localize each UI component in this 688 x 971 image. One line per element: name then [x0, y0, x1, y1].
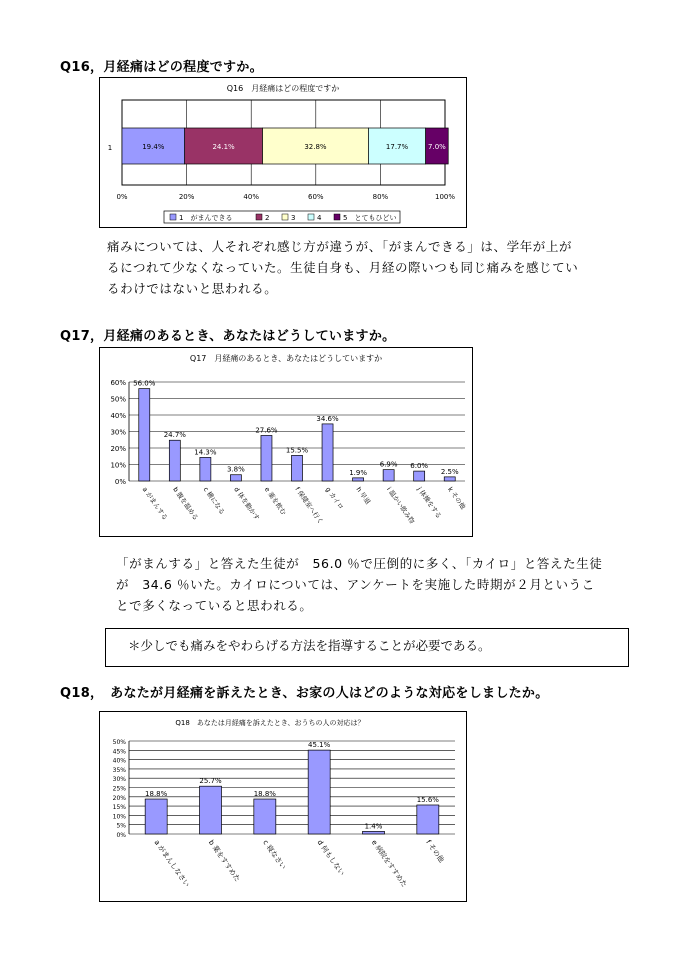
legend-label: 4 [317, 214, 322, 222]
category-label: d 体を動かす [232, 485, 262, 522]
data-label: 15.6% [416, 795, 439, 804]
category-label: f その他 [424, 838, 446, 865]
bar [230, 475, 241, 481]
category-label: b 薬をすすめた [206, 838, 242, 884]
category-label: b 腹を温める [171, 485, 200, 522]
y-tick-label: 40% [110, 412, 126, 420]
data-label: 45.1% [308, 741, 331, 750]
y-tick-label: 15% [112, 804, 126, 812]
bar [200, 457, 211, 481]
y-tick-label: 10% [110, 461, 126, 470]
y-tick-label: 25% [112, 785, 126, 793]
data-label: 25.7% [199, 777, 222, 786]
y-tick-label: 30% [112, 776, 126, 784]
x-tick-label: 100% [434, 193, 456, 201]
chart-title: Q18 あなたは月経痛を訴えたとき、おうちの人の対応は？ [175, 719, 365, 727]
category-label: k その他 [446, 485, 468, 511]
y-tick-label: 0% [114, 478, 126, 486]
y-tick-label: 30% [110, 428, 126, 437]
data-label: 18.8% [253, 790, 276, 799]
q16-paragraph-line: 痛みについては、人それぞれ感じ方が違うが、「がまんできる」は、学年が上が [107, 239, 573, 254]
q17-paragraph-line: 「がまんする」と答えた生徒が 56.0 ％で圧倒的に多く、「カイロ」と答えた生徒 [116, 556, 603, 571]
category-label: c 横になる [201, 485, 227, 517]
bar [292, 455, 303, 481]
data-label: 1.4% [364, 822, 383, 831]
y-tick-label: 10% [112, 813, 126, 821]
y-tick-label: 45% [112, 748, 126, 756]
data-label: 17.7% [385, 143, 409, 151]
data-label: 24.1% [212, 143, 235, 151]
y-tick-label: 20% [112, 794, 126, 802]
q16-paragraph-line: るにつれて少なくなっていた。生徒自身も、月経の際いつも同じ痛みを感じてい [107, 260, 579, 275]
y-tick-label: 0% [116, 832, 126, 839]
bar [139, 389, 150, 481]
bar [261, 435, 272, 481]
data-label: 56.0% [133, 379, 156, 388]
data-label: 32.8% [304, 143, 327, 151]
legend-label: 1 がまんできる [179, 214, 233, 222]
x-tick-label: 0% [116, 193, 128, 201]
category-label: h 早退 [354, 485, 373, 506]
bar [308, 750, 330, 834]
q17-paragraph [116, 553, 602, 616]
y-tick-label: 20% [110, 445, 126, 453]
category-label: d 何もしない [315, 838, 346, 878]
bar [444, 477, 455, 481]
x-tick-label: 80% [372, 193, 389, 201]
q17-heading: Q17，月経痛のあるとき、あなたはどうしていますか。 [60, 329, 396, 344]
legend-swatch [334, 214, 340, 220]
data-label: 19.4% [142, 143, 165, 151]
legend-swatch [282, 214, 288, 220]
q16-chart-frame [99, 77, 467, 228]
q16-chart [100, 78, 466, 227]
bar [322, 424, 333, 481]
bar [363, 831, 385, 834]
x-tick-label: 20% [178, 193, 195, 201]
category-label: j 体操をする [415, 485, 443, 520]
legend-label: 3 [291, 214, 296, 222]
legend-label: 5 とてもひどい [343, 214, 397, 222]
q18-chart [100, 712, 466, 901]
q18-chart-frame [99, 711, 467, 902]
data-label: 2.5% [440, 467, 459, 476]
category-label: a がまんする [140, 485, 170, 522]
bar [254, 799, 276, 834]
legend-swatch [256, 214, 262, 220]
q16-paragraph-line: るわけではないと思われる。 [107, 281, 278, 296]
category-label: e 薬を飲む [262, 485, 288, 517]
data-label: 27.6% [255, 426, 278, 435]
data-label: 6.9% [379, 460, 398, 469]
chart-title: Q17 月経痛のあるとき、あなたはどうしていますか [189, 354, 383, 363]
x-tick-label: 60% [308, 193, 324, 201]
legend-swatch [170, 214, 176, 220]
legend-label: 2 [265, 214, 270, 222]
q16-paragraph [107, 236, 578, 299]
q17-chart [100, 348, 472, 536]
category-label: e 病院をすすめた [369, 838, 409, 889]
data-label: 24.7% [163, 431, 186, 440]
category-label: f 保健室へ行く [293, 485, 325, 526]
q17-paragraph-line: とで多くなっていると思われる。 [116, 598, 313, 613]
category-label: 1 [107, 144, 113, 152]
bar [145, 799, 167, 834]
q17-note-box: ＊少しでも痛みをやわらげる方法を指導することが必要である。 [105, 628, 629, 667]
category-label: a がまんしなさい [152, 838, 191, 889]
data-label: 7.0% [428, 143, 446, 151]
bar [383, 470, 394, 481]
data-label: 18.8% [145, 790, 168, 799]
data-label: 1.9% [349, 468, 367, 477]
y-tick-label: 40% [112, 757, 126, 765]
y-tick-label: 50% [110, 395, 126, 404]
y-tick-label: 50% [112, 739, 126, 746]
data-label: 34.6% [316, 414, 339, 423]
legend-swatch [308, 214, 314, 220]
y-tick-label: 5% [116, 822, 126, 830]
q16-heading: Q16，月経痛はどの程度ですか。 [60, 60, 263, 75]
category-label: c 寝なさい [261, 838, 288, 872]
y-tick-label: 60% [110, 379, 126, 387]
data-label: 6.0% [410, 462, 429, 471]
category-label: i 温かい飲み物 [384, 485, 417, 526]
category-label: g カイロ [323, 485, 346, 512]
bar [353, 478, 364, 481]
q17-chart-frame [99, 347, 473, 537]
y-tick-label: 35% [112, 766, 126, 774]
data-label: 14.3% [194, 448, 217, 457]
q17-paragraph-line: が 34.6 ％いた。カイロについては、アンケートを実施した時期が２月というこ [116, 577, 595, 592]
data-label: 3.8% [227, 465, 245, 474]
bar [169, 440, 180, 481]
chart-title: Q16 月経痛はどの程度ですか [226, 84, 340, 93]
data-label: 15.5% [285, 446, 309, 455]
bar [417, 805, 439, 834]
x-tick-label: 40% [243, 193, 259, 201]
bar [200, 786, 222, 834]
q18-heading: Q18， あなたが月経痛を訴えたとき、お家の人はどのような対応をしましたか。 [60, 686, 549, 701]
bar [414, 471, 425, 481]
